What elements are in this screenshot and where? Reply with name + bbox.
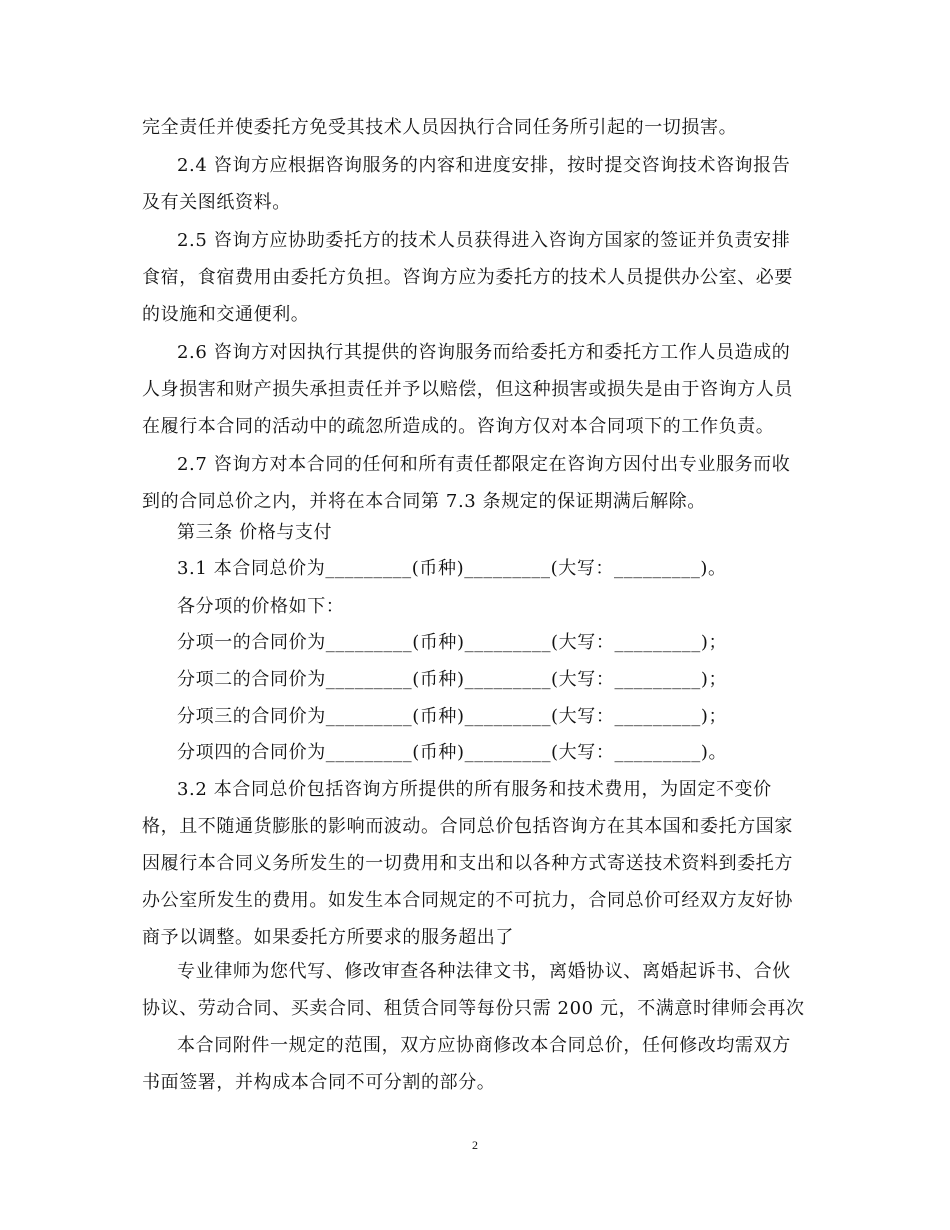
text-line: 专业律师为您代写、修改审查各种法律文书，离婚协议、离婚起诉书、合伙 [177, 961, 791, 982]
text-line: 分项四的合同价为_________(币种)_________(大写：_________)。 [177, 742, 728, 763]
text-line: 商予以调整。如果委托方所要求的服务超出了 [142, 927, 514, 948]
text-line: 2.6 咨询方对因执行其提供的咨询服务而给委托方和委托方工作人员造成的 [177, 342, 791, 363]
text-line: 各分项的价格如下： [177, 596, 345, 617]
text-line: 本合同附件一规定的范围，双方应协商修改本合同总价，任何修改均需双方 [177, 1035, 791, 1056]
page-number: 2 [472, 1138, 478, 1152]
section-heading: 第三条 价格与支付 [177, 522, 333, 543]
text-line: 人身损害和财产损失承担责任并予以赔偿，但这种损害或损失是由于咨询方人员 [142, 379, 793, 400]
text-line: 在履行本合同的活动中的疏忽所造成的。咨询方仅对本合同项下的工作负责。 [142, 416, 775, 437]
text-line: 2.7 咨询方对本合同的任何和所有责任都限定在咨询方因付出专业服务而收 [177, 454, 791, 475]
text-line: 2.5 咨询方应协助委托方的技术人员获得进入咨询方国家的签证并负责安排 [177, 230, 791, 251]
text-line: 食宿，食宿费用由委托方负担。咨询方应为委托方的技术人员提供办公室、必要 [142, 267, 793, 288]
text-line: 分项一的合同价为_________(币种)_________(大写：_________)； [177, 632, 728, 653]
text-line: 完全责任并使委托方免受其技术人员因执行合同任务所引起的一切损害。 [142, 117, 738, 138]
text-line: 分项二的合同价为_________(币种)_________(大写：_________)； [177, 669, 728, 690]
text-line: 书面签署，并构成本合同不可分割的部分。 [142, 1072, 496, 1093]
text-line: 格，且不随通货膨胀的影响而波动。合同总价包括咨询方在其本国和委托方国家 [142, 816, 793, 837]
text-line: 协议、劳动合同、买卖合同、租赁合同等每份只需 200 元，不满意时律师会再次 [142, 998, 805, 1019]
text-line: 因履行本合同义务所发生的一切费用和支出和以各种方式寄送技术资料到委托方 [142, 853, 793, 874]
text-line: 及有关图纸资料。 [142, 192, 291, 213]
text-line: 的设施和交通便利。 [142, 304, 310, 325]
text-line: 2.4 咨询方应根据咨询服务的内容和进度安排，按时提交咨询技术咨询报告 [177, 155, 791, 176]
text-line: 到的合同总价之内，并将在本合同第 7.3 条规定的保证期满后解除。 [142, 491, 706, 512]
text-line: 分项三的合同价为_________(币种)_________(大写：_________)； [177, 706, 728, 727]
text-line: 3.1 本合同总价为_________(币种)_________(大写：_________)。 [177, 558, 727, 579]
text-line: 3.2 本合同总价包括咨询方所提供的所有服务和技术费用，为固定不变价 [177, 779, 772, 800]
text-line: 办公室所发生的费用。如发生本合同规定的不可抗力，合同总价可经双方友好协 [142, 890, 793, 911]
